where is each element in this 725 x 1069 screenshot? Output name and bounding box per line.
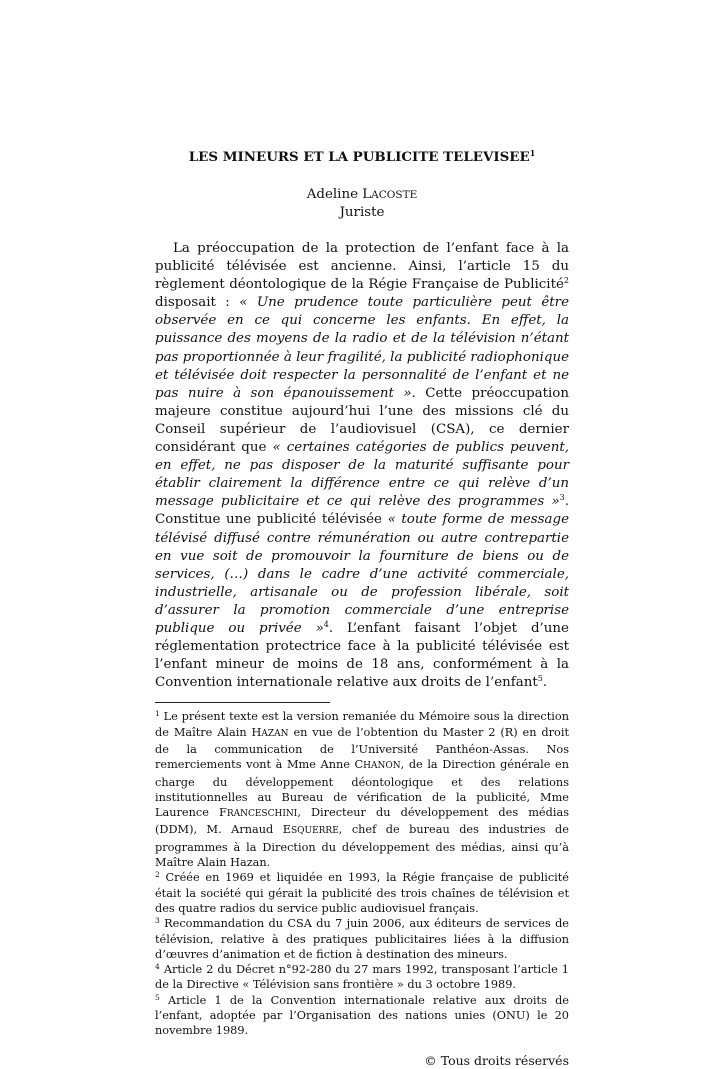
quote-1: « Une prudence toute particulière peut être observée en ce qui concerne les enfants. En effet, la puissance des moyens de la radio et de la télévision n’étant pas proportionnée à leur fragilité, la publicité radiophonique et télévisée doit respecter la personnalité de l’enfant et ne pas nuire à son épanouissement » — [155, 295, 569, 401]
copyright-notice: © Tous droits réservés — [424, 1052, 569, 1068]
footnote-separator — [155, 702, 330, 703]
author-role: Juriste — [339, 205, 385, 220]
footnote-ref-2: 2 — [563, 276, 569, 286]
body-paragraph: La préoccupation de la protection de l’enfant face à la publicité télévisée est ancienne. Ainsi, l’article 15 du règlement déontologique de la Régie Française de Publicité$^2$ disposait : « Une prudence toute particulière peut être observée en ce qui concerne les enfants. En effet, la puissance des moyens de la radio et de la télévision n’étant pas proportionnée à leur fragilité, la publicité radiophonique et télévisée doit respecter la personnalité de l’enfant et ne pas nuire à son épanouissement ». Cette préoccupation majeure constitue aujourd’hui l’une des missions clé du Conseil supérieur de l’audiovisuel (CSA), ce dernier considérant que « certaines catégories de publics peuvent, en effet, ne pas disposer de la maturité suffisante pour établir clairement la différence entre ce qui relève d’un message publicitaire et ce qui relève des programmes »$^3$. Constitue une publicité télévisée « toute forme de message télévisé diffusé contre rémunération ou autre contrepartie en vue soit de promouvoir la fourniture de biens ou de services, (…) dans le cadre d’une activité commerciale, industrielle, artisanale ou de profession libérale, soit d’assurer la promotion commerciale d’une entreprise publique ou privée »$^4$. L’enfant faisant l’objet d’une réglementation protectrice face à la publicité télévisée est l’enfant mineur de moins de 18 ans, conformément à la Convention internationale relative aux droits de l’enfant$^5$. — [155, 241, 569, 691]
footnote-ref-5: 5 — [537, 674, 543, 684]
footnote-ref-3: 3 — [559, 493, 565, 503]
quote-2: « certaines catégories de publics peuvent, en effet, ne pas disposer de la maturité suffisante pour établir clairement la différence entre ce qui relève d’un message publicitaire et ce qui relève des programmes » — [155, 440, 569, 510]
author-name: Adeline LACOSTE — [306, 187, 418, 202]
footnote-3: $^3$ Recommandation du CSA du 7 juin 2006, aux éditeurs de services de télévision, relative à des pratiques publicitaires liées à la diffusion d’œuvres d’animation et de fiction à destination des mineurs. — [155, 916, 569, 961]
footnote-5: $^5$ Article 1 de la Convention internationale relative aux droits de l’enfant, adoptée par l’Organisation des nations unies (ONU) le 20 novembre 1989. — [155, 992, 569, 1038]
footnotes — [155, 709, 569, 1038]
footnote-4: $^4$ Article 2 du Décret n°92-280 du 27 mars 1992, transposant l’article 1 de la Directive « Télévision sans frontière » du 3 octobre 1989. — [155, 962, 569, 992]
footnote-1: $^1$ Le présent texte est la version remaniée du Mémoire sous la direction de Maître Alain HAZAN en vue de l’obtention du Master 2 (R) en droit de la communication de l’Université Panthéon-Assas. Nos remerciements vont à Mme Anne CHANON, de la Direction générale en charge du développement déontologique et des relations institutionnelles au Bureau de vérification de la publicité, Mme Laurence FRANCESCHINI, Directeur du développement des médias (DDM), M. Arnaud ESQUERRE, chef de bureau des industries de programmes à la Direction du développement des médias, ainsi qu’à Maître Alain Hazan. — [155, 709, 569, 870]
footnote-ref-1: 1 — [529, 148, 536, 158]
footnote-ref-4: 4 — [323, 619, 329, 629]
document-page — [155, 148, 569, 1069]
footnote-2: $^2$ Créée en 1969 et liquidée en 1993, la Régie française de publicité était la société qui gérait la publicité des trois chaînes de télévision et des quatre radios du service public audiovisuel français. — [155, 870, 569, 915]
document-title: LES MINEURS ET LA PUBLICITE TELEVISEE$^1$ — [188, 148, 536, 165]
quote-3: « toute forme de message télévisé diffusé contre rémunération ou autre contrepartie en vue soit de promouvoir la fourniture de biens ou de services, (…) dans le cadre d’une activité commerciale, industrielle, artisanale ou de profession libérale, soit d’assurer la promotion commerciale d’une entreprise publique ou privée » — [155, 512, 569, 636]
